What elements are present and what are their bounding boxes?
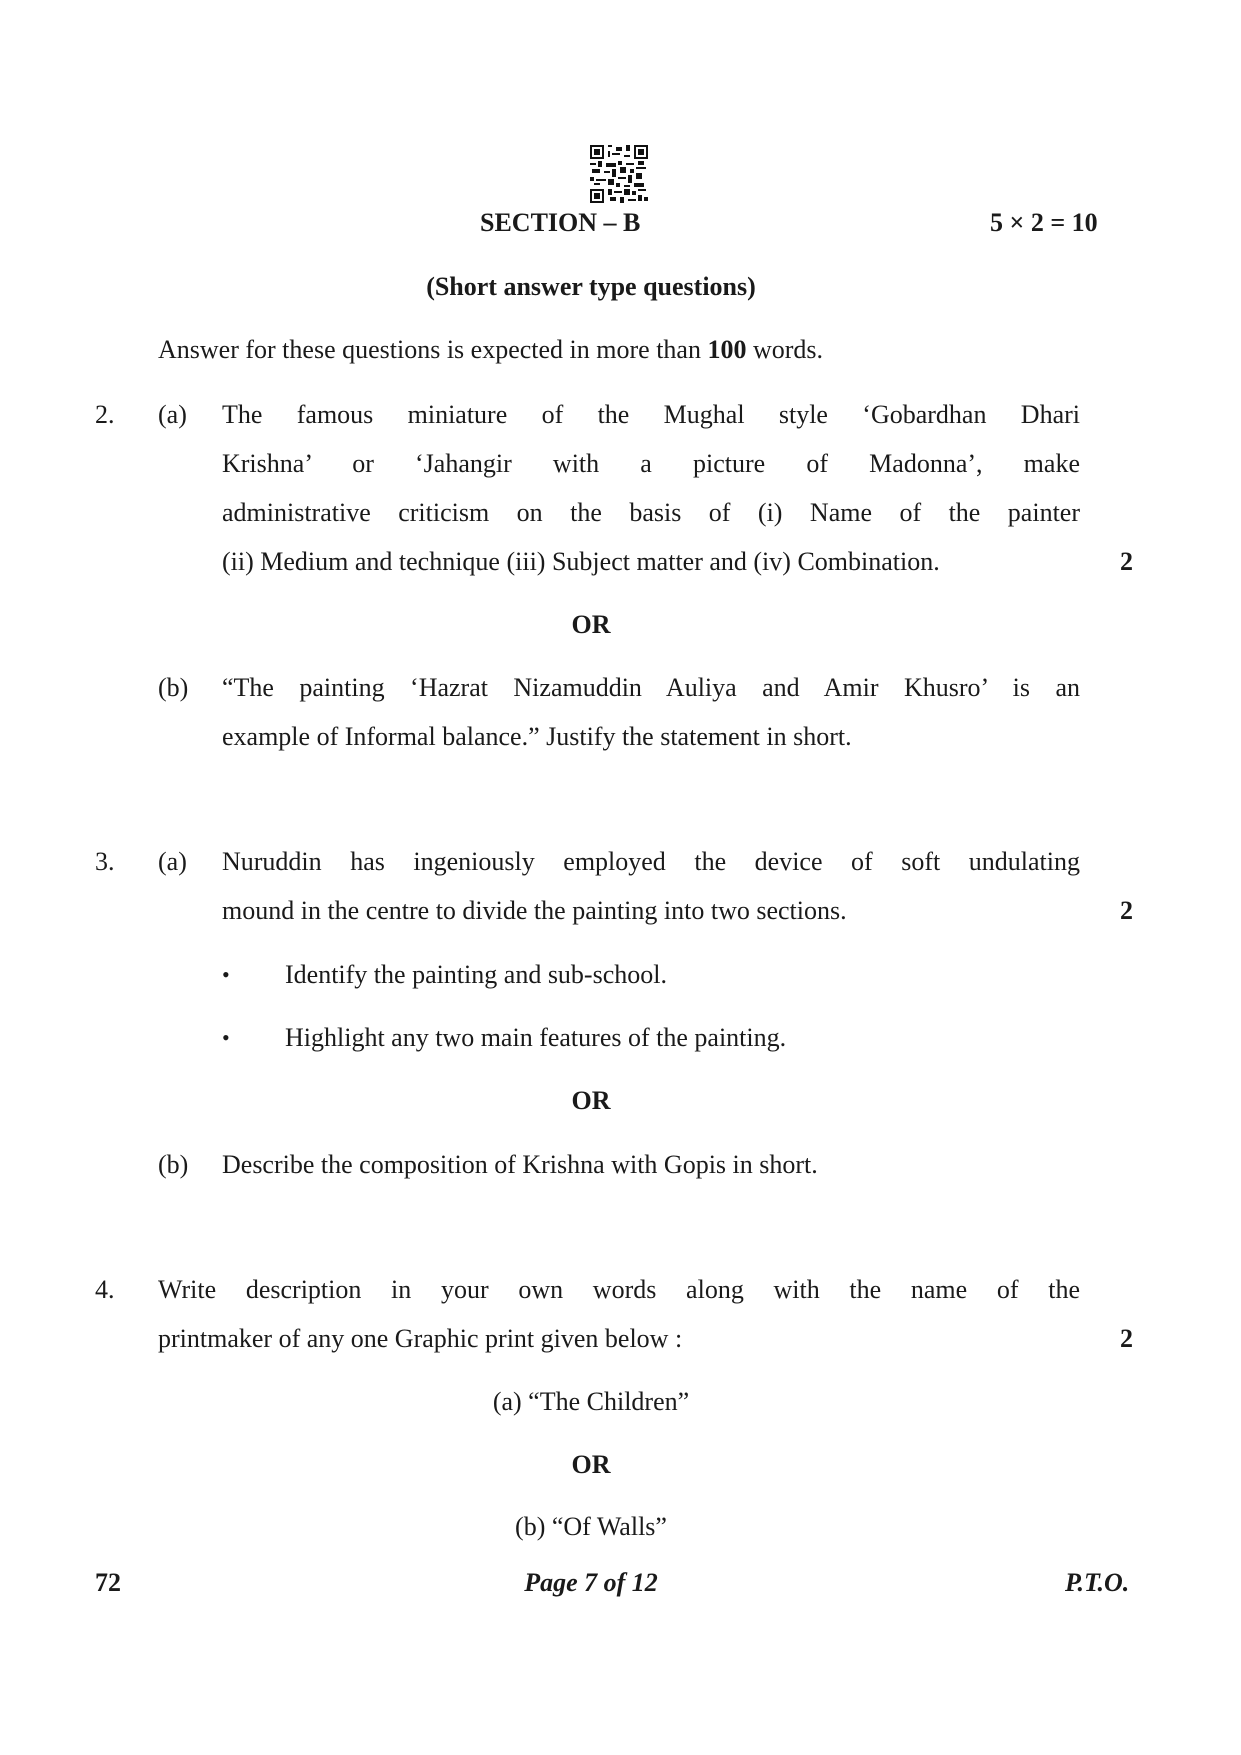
option-label: (b) <box>158 1150 189 1179</box>
instruction-post: words. <box>746 335 824 364</box>
bullet-item: Highlight any two main features of the painting. <box>285 1023 787 1052</box>
or-divider: OR <box>571 1450 611 1479</box>
section-subtitle: (Short answer type questions) <box>426 272 756 301</box>
section-marks: 5 × 2 = 10 <box>990 208 1098 237</box>
question-line: (ii) Medium and technique (iii) Subject matter and (iv) Combination. <box>222 547 940 576</box>
bullet-icon: • <box>222 1025 230 1050</box>
question-line: printmaker of any one Graphic print given below : <box>158 1324 683 1353</box>
qr-code <box>590 145 648 203</box>
print-option-b: (b) “Of Walls” <box>515 1512 667 1541</box>
option-label: (b) <box>158 673 189 702</box>
question-line: example of Informal balance.” Justify the statement in short. <box>222 722 852 751</box>
pto-label: P.T.O. <box>1065 1568 1130 1597</box>
question-marks: 2 <box>1120 896 1133 925</box>
question-line: Write description in your own words along with the name of the <box>158 1275 1080 1304</box>
bullet-item: Identify the painting and sub-school. <box>285 960 667 989</box>
option-label: (a) <box>158 400 187 429</box>
print-option-a: (a) “The Children” <box>492 1387 690 1416</box>
question-line: Nuruddin has ingeniously employed the device of soft undulating <box>222 847 1080 876</box>
question-line: The famous miniature of the Mughal style ‘Gobardhan Dhari <box>222 400 1080 429</box>
section-title: SECTION – B <box>480 208 641 237</box>
instruction-pre: Answer for these questions is expected in more than <box>158 335 708 364</box>
question-number: 3. <box>95 847 115 876</box>
question-line: mound in the centre to divide the painting into two sections. <box>222 896 847 925</box>
question-number: 4. <box>95 1275 115 1304</box>
question-paper-code: 72 <box>95 1568 121 1597</box>
question-line: “The painting ‘Hazrat Nizamuddin Auliya and Amir Khusro’ is an <box>222 673 1080 702</box>
instruction <box>158 335 823 365</box>
question-marks: 2 <box>1120 547 1133 576</box>
instruction-word-count: 100 <box>707 335 747 364</box>
question-line: Describe the composition of Krishna with Gopis in short. <box>222 1150 818 1179</box>
question-number: 2. <box>95 400 115 429</box>
or-divider: OR <box>571 610 611 639</box>
bullet-icon: • <box>222 962 230 987</box>
page-number: Page 7 of 12 <box>524 1568 658 1597</box>
or-divider: OR <box>571 1086 611 1115</box>
question-marks: 2 <box>1120 1324 1133 1353</box>
question-line: Krishna’ or ‘Jahangir with a picture of Madonna’, make <box>222 449 1080 478</box>
question-line: administrative criticism on the basis of (i) Name of the painter <box>222 498 1080 527</box>
option-label: (a) <box>158 847 187 876</box>
